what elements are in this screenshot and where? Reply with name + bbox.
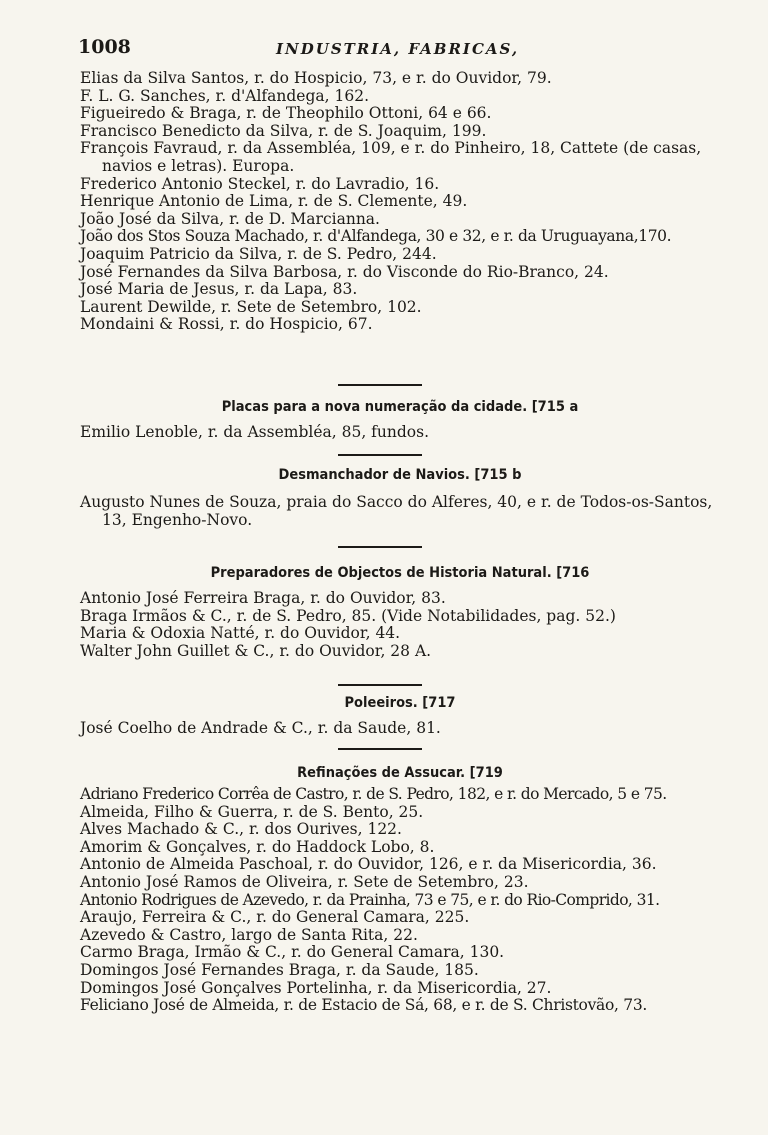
section-divider [338,748,422,750]
list-item: João José da Silva, r. de D. Marcianna. [80,209,380,228]
list-item: Antonio de Almeida Paschoal, r. do Ouvidor, 126, e r. da Misericordia, 36. [80,855,657,874]
list-item: Araujo, Ferreira & C., r. do General Camara, 225. [80,908,470,927]
list-item: Antonio José Ramos de Oliveira, r. Sete de Setembro, 23. [80,872,529,891]
list-item: Francisco Benedicto da Silva, r. de S. Joaquim, 199. [80,121,487,140]
fabricas-list [80,70,720,334]
list-item: João dos Stos Souza Machado, r. d'Alfandega, 30 e 32, e r. da Uruguayana,170. [80,227,672,246]
section-divider [338,546,422,548]
preparadores-list [80,590,720,660]
list-item: Maria & Odoxia Natté, r. do Ouvidor, 44. [80,624,401,643]
list-item: José Maria de Jesus, r. da Lapa, 83. [80,280,358,299]
list-item: Emilio Lenoble, r. da Assembléa, 85, fundos. [80,423,430,441]
placas-list [80,424,720,442]
list-item: Frederico Antonio Steckel, r. do Lavradio, 16. [80,174,440,193]
list-item: Mondaini & Rossi, r. do Hospicio, 67. [80,315,373,334]
section-divider [338,384,422,386]
list-item: José Fernandes da Silva Barbosa, r. do Visconde do Rio-Branco, 24. [80,262,609,281]
section-heading-preparadores: Preparadores de Objectos de Historia Natural. [716 [210,565,590,581]
list-item: Braga Irmãos & C., r. de S. Pedro, 85. (Vide Notabilidades, pag. 52.) [80,606,616,625]
section-heading-desmanchador: Desmanchador de Navios. [715 b [278,467,522,483]
list-item: Alves Machado & C., r. dos Ourives, 122. [80,820,402,839]
list-item: Adriano Frederico Corrêa de Castro, r. de S. Pedro, 182, e r. do Mercado, 5 e 75. [80,785,667,803]
list-item: Feliciano José de Almeida, r. de Estacio de Sá, 68, e r. de S. Christovão, 73. [80,996,648,1015]
section-divider [338,684,422,686]
list-item: Elias da Silva Santos, r. do Hospicio, 73, e r. do Ouvidor, 79. [80,69,552,87]
list-item: Antonio Rodrigues de Azevedo, r. da Prainha, 73 e 75, e r. do Rio-Comprido, 31. [80,890,660,909]
list-item: F. L. G. Sanches, r. d'Alfandega, 162. [80,86,369,105]
section-heading-poleeiros: Poleeiros. [717 [344,695,456,711]
poleeiros-list [80,720,720,738]
section-divider [338,454,422,456]
list-item: François Favraud, r. da Assembléa, 109, e r. do Pinheiro, 18, Cattete (de casas, navios e letras). Europa. [80,139,702,175]
list-item: Domingos José Gonçalves Portelinha, r. da Misericordia, 27. [80,978,552,997]
desmanchador-list [80,494,720,529]
refinacoes-list [80,786,720,1015]
list-item: Walter John Guillet & C., r. do Ouvidor, 28 A. [80,641,432,660]
section-heading-refinacoes: Refinações de Assucar. [719 [297,765,503,781]
list-item: Figueiredo & Braga, r. de Theophilo Ottoni, 64 e 66. [80,104,492,123]
page-number: 1008 [78,36,131,58]
running-title: INDUSTRIA, FABRICAS, [276,40,520,58]
section-heading-placas: Placas para a nova numeração da cidade. [715 a [221,399,579,415]
list-item: Amorim & Gonçalves, r. do Haddock Lobo, 8. [80,837,435,856]
list-item: Antonio José Ferreira Braga, r. do Ouvidor, 83. [80,589,446,607]
list-item: Carmo Braga, Irmão & C., r. do General Camara, 130. [80,943,505,962]
list-item: Almeida, Filho & Guerra, r. de S. Bento, 25. [80,802,424,821]
list-item: Domingos José Fernandes Braga, r. da Saude, 185. [80,960,479,979]
list-item: Henrique Antonio de Lima, r. de S. Clemente, 49. [80,192,468,211]
list-item: Azevedo & Castro, largo de Santa Rita, 22. [80,925,418,944]
list-item: Laurent Dewilde, r. Sete de Setembro, 102. [80,297,422,316]
list-item: Augusto Nunes de Souza, praia do Sacco do Alferes, 40, e r. de Todos-os-Santos, 13, Engenho-Novo. [80,493,713,529]
list-item: José Coelho de Andrade & C., r. da Saude, 81. [80,719,441,737]
list-item: Joaquim Patricio da Silva, r. de S. Pedro, 244. [80,244,437,263]
